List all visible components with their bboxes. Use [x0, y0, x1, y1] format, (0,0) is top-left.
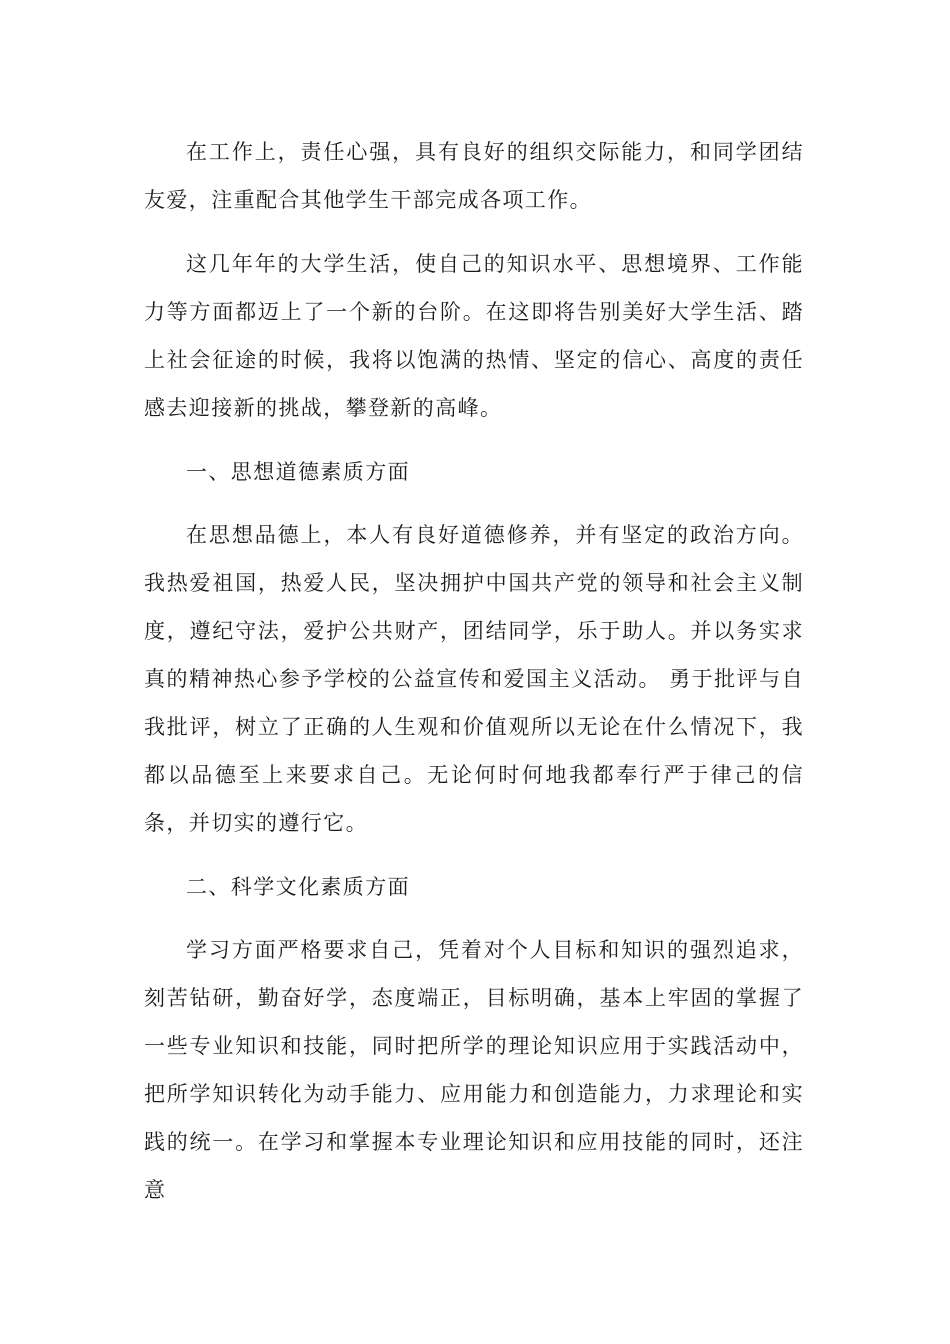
- paragraph-university-life: 这几年年的大学生活，使自己的知识水平、思想境界、工作能力等方面都迈上了一个新的台阶。在这即将告别美好大学生活、踏上社会征途的时候，我将以饱满的热情、坚定的信心、高度的责任感去迎接新的挑战，攀登新的高峰。: [144, 252, 804, 420]
- document-body: [144, 128, 804, 1230]
- paragraph-work-attitude: 在工作上，责任心强，具有良好的组织交际能力，和同学团结友爱，注重配合其他学生干部完成各项工作。: [144, 140, 804, 212]
- paragraph-study: 学习方面严格要求自己，凭着对个人目标和知识的强烈追求，刻苦钻研，勤奋好学，态度端正，目标明确，基本上牢固的掌握了一些专业知识和技能，同时把所学的理论知识应用于实践活动中，把所学知识转化为动手能力、应用能力和创造能力，力求理论和实践的统一。在学习和掌握本专业理论知识和应用技能的同时，还注意: [144, 938, 804, 1202]
- section-heading-science-culture: 二、科学文化素质方面: [186, 875, 410, 899]
- section-heading-ideology: 一、思想道德素质方面: [186, 460, 410, 484]
- paragraph-ideology: 在思想品德上，本人有良好道德修养，并有坚定的政治方向。我热爱祖国，热爱人民，坚决拥护中国共产党的领导和社会主义制度，遵纪守法，爱护公共财产，团结同学，乐于助人。并以务实求真的精神热心参予学校的公益宣传和爱国主义活动。 勇于批评与自我批评，树立了正确的人生观和价值观所以无论在什么情况下，我都以品德至上来要求自己。无论何时何地我都奉行严于律己的信条，并切实的遵行它。: [144, 523, 804, 835]
